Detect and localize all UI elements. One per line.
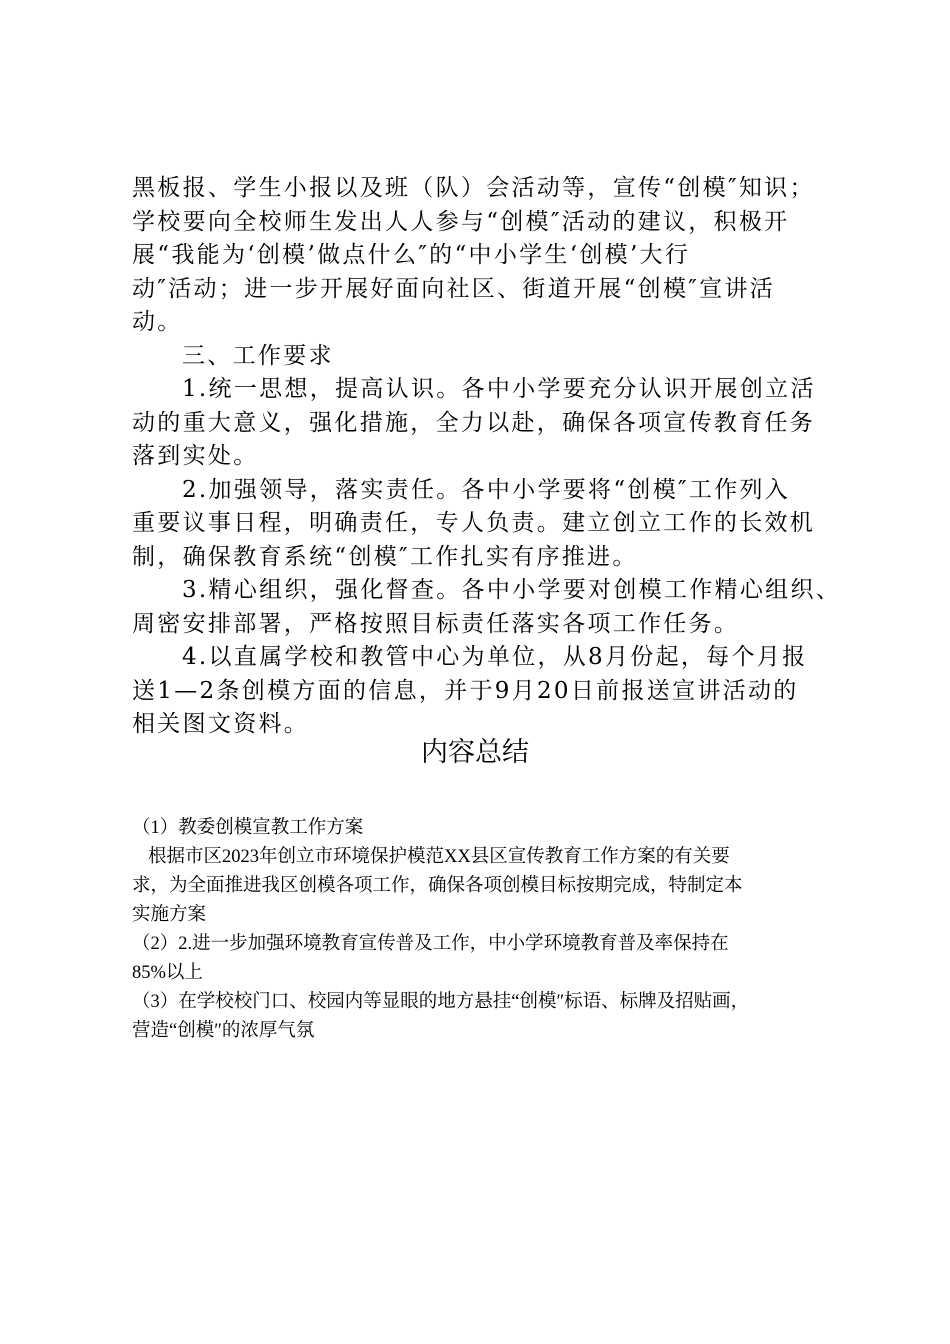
body-line: 动″活动；进一步开展好面向社区、街道开展“创模″宣讲活 xyxy=(132,275,776,302)
requirement-4-line: 相关图文资料。 xyxy=(132,711,310,737)
body-line: 学校要向全校师生发出人人参与“创模″活动的建议，积极开 xyxy=(132,208,790,235)
body-line: 黑板报、学生小报以及班（队）会活动等，宣传“创模″知识； xyxy=(132,175,815,201)
summary-item-3-line: 营造“创模″的浓厚气氛 xyxy=(132,1021,315,1041)
requirement-2-line: 制，确保教育系统“创模″工作扎实有序推进。 xyxy=(132,543,638,570)
summary-item-2-line: （2）2.进一步加强环境教育宣传普及工作，中小学环境教育普及率保持在 xyxy=(132,934,729,954)
requirement-2-line: 重要议事日程，明确责任，专人负责。建立创立工作的长效机 xyxy=(132,510,816,536)
requirement-4-line: 送1—2条创模方面的信息，并于9月20日前报送宣讲活动的 xyxy=(132,677,799,704)
body-line: 动。 xyxy=(132,309,183,335)
summary-item-3-line: （3）在学校校门口、校园内等显眼的地方悬挂“创模″标语、标牌及招贴画， xyxy=(132,992,750,1012)
summary-item-1-heading: （1）教委创模宣教工作方案 xyxy=(132,818,364,838)
summary-section xyxy=(132,814,832,1046)
requirement-3-line: 3.精心组织，强化督查。各中小学要对创模工作精心组织、 xyxy=(182,577,842,603)
body-line: 展“我能为‘创模’做点什么″的“中小学生‘创模’大行 xyxy=(132,242,691,268)
summary-item-1-line: 求，为全面推进我区创模各项工作，确保各项创模目标按期完成，特制定本 xyxy=(132,876,743,896)
requirement-1-line: 动的重大意义，强化措施，全力以赴，确保各项宣传教育任务 xyxy=(132,409,816,436)
summary-title: 内容总结 xyxy=(421,737,529,768)
summary-item-2-line: 85%以上 xyxy=(132,963,203,983)
summary-item-1-line: 根据市区2023年创立市环境保护模范XX县区宣传教育工作方案的有关要 xyxy=(148,847,730,867)
section-heading: 三、工作要求 xyxy=(182,342,334,369)
requirement-1-line: 落到实处。 xyxy=(132,443,259,469)
document-body xyxy=(132,172,842,742)
summary-item-1-line: 实施方案 xyxy=(132,905,207,925)
requirement-3-line: 周密安排部署，严格按照目标责任落实各项工作任务。 xyxy=(132,610,740,637)
requirement-4-line: 4.以直属学校和教管中心为单位，从8月份起，每个月报 xyxy=(182,644,808,670)
requirement-1-line: 1.统一思想，提高认识。各中小学要充分认识开展创立活 xyxy=(182,376,816,402)
requirement-2-line: 2.加强领导，落实责任。各中小学要将“创模″工作列入 xyxy=(182,476,791,503)
